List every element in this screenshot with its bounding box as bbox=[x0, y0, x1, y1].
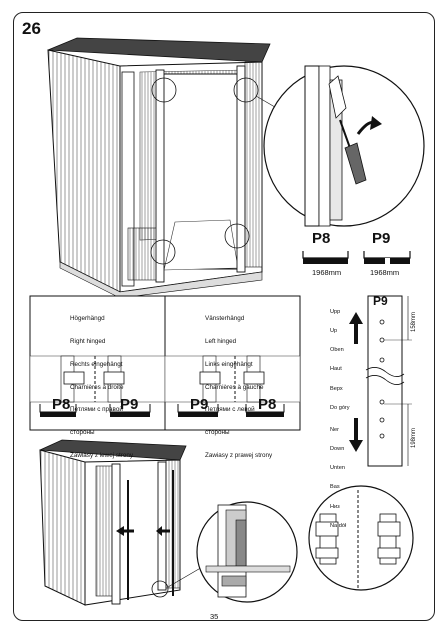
step-number: 26 bbox=[22, 19, 41, 38]
page-number: 35 bbox=[210, 612, 219, 621]
left-hinged-left-part: P9 bbox=[190, 396, 209, 413]
left-hinged-line: Vänsterhängd bbox=[205, 315, 245, 323]
left-hinged-line: Links eingehängt bbox=[205, 360, 253, 368]
left-hinged-labels bbox=[205, 300, 272, 475]
up-line: Haut bbox=[330, 366, 342, 373]
dimension-bottom: 198mm bbox=[411, 427, 417, 448]
left-hinged-line: Петлями с левой bbox=[205, 406, 255, 414]
up-labels bbox=[330, 296, 350, 424]
up-line: Oben bbox=[330, 347, 344, 354]
down-labels bbox=[330, 414, 346, 542]
right-hinged-line: Charnières à droite bbox=[70, 383, 124, 391]
orientation-panel bbox=[349, 296, 412, 466]
left-hinged-line: Zawiasy z prawej strony bbox=[205, 451, 273, 459]
right-hinged-line: Right hinged bbox=[70, 337, 106, 345]
down-line: Unten bbox=[330, 465, 345, 472]
right-hinged-left-part: P8 bbox=[52, 396, 71, 413]
orientation-part-label: P9 bbox=[373, 294, 388, 308]
zoom-detail-screwdriver bbox=[264, 66, 424, 226]
right-hinged-line: стороны bbox=[70, 429, 95, 437]
part-label-p8: P8 bbox=[312, 230, 331, 247]
left-hinged-right-part: P8 bbox=[258, 396, 277, 413]
down-line: Ner bbox=[330, 426, 340, 433]
part-profiles bbox=[303, 251, 410, 264]
shed-top-view bbox=[48, 38, 280, 298]
up-line: Up bbox=[330, 328, 338, 335]
up-line: Upp bbox=[330, 308, 341, 315]
down-line: Bas bbox=[330, 484, 340, 491]
right-hinged-labels bbox=[70, 300, 133, 475]
left-hinged-line: Left hinged bbox=[205, 337, 237, 345]
zoom-detail-corner bbox=[197, 502, 297, 602]
right-hinged-line: Zawiasy z lewej strony bbox=[70, 451, 133, 459]
right-hinged-right-part: P9 bbox=[120, 396, 139, 413]
down-line: Down bbox=[330, 446, 345, 453]
part-length-p9: 1968mm bbox=[370, 268, 400, 277]
right-hinged-line: Петлями с правой bbox=[70, 406, 123, 414]
up-line: Do góry bbox=[330, 404, 350, 411]
part-length-p8: 1968mm bbox=[312, 268, 342, 277]
down-line: Na dół bbox=[330, 522, 347, 529]
up-line: Верх bbox=[330, 385, 343, 392]
zoom-detail-profiles bbox=[309, 486, 413, 590]
right-hinged-line: Högerhängd bbox=[70, 315, 105, 323]
dimension-top: 158mm bbox=[411, 311, 417, 332]
right-hinged-line: Rechts eingehängt bbox=[70, 360, 123, 368]
left-hinged-line: Charnières à gauche bbox=[205, 383, 264, 391]
down-line: Низ bbox=[330, 503, 340, 510]
left-hinged-line: стороны bbox=[205, 429, 230, 437]
part-label-p9: P9 bbox=[372, 230, 391, 247]
